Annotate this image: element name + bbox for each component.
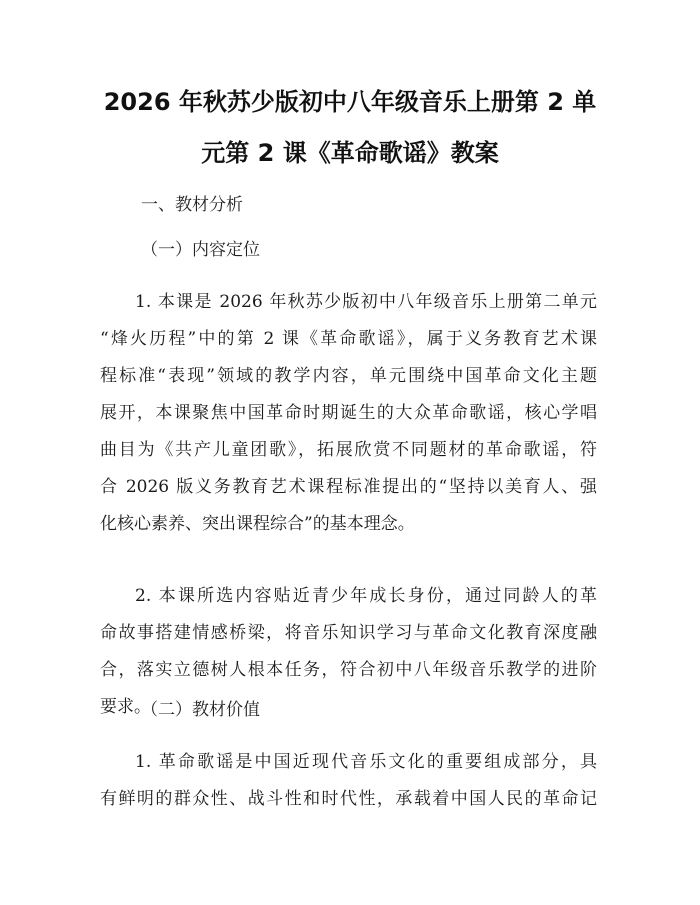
paragraph-line: 要求。 (100, 697, 151, 717)
paragraph-line: 合 2026 版义务教育艺术课程标准提出的“坚持以美育人、强 (100, 477, 597, 497)
paragraph-line: 2. 本课所选内容贴近青少年成长身份，通过同龄人的革 (135, 586, 597, 606)
paragraph-line: “烽火历程”中的第 2 课《革命歌谣》，属于义务教育艺术课 (100, 329, 597, 349)
document-title-line-1: 2026 年秋苏少版初中八年级音乐上册第 2 单 (103, 88, 597, 116)
paragraph-content-positioning-1 (100, 284, 597, 543)
paragraph-textbook-value-1 (100, 744, 597, 818)
paragraph-line: 有鲜明的群众性、战斗性和时代性，承载着中国人民的革命记 (100, 789, 597, 809)
section-heading-textbook-analysis: 一、教材分析 (141, 195, 243, 215)
paragraph-line: 化核心素养、突出课程综合”的基本理念。 (100, 514, 415, 534)
paragraph-line: 命故事搭建情感桥梁，将音乐知识学习与革命文化教育深度融 (100, 623, 597, 643)
paragraph-line: 1. 革命歌谣是中国近现代音乐文化的重要组成部分，具 (135, 752, 597, 772)
paragraph-line: 1. 本课是 2026 年秋苏少版初中八年级音乐上册第二单元 (135, 292, 597, 312)
document-title-line-2: 元第 2 课《革命歌谣》教案 (201, 139, 499, 167)
paragraph-line: 合，落实立德树人根本任务，符合初中八年级音乐教学的进阶 (100, 660, 597, 680)
subsection-heading-textbook-value: （二）教材价值 (141, 700, 260, 720)
paragraph-line: 程标准“表现”领域的教学内容，单元围绕中国革命文化主题 (100, 366, 597, 386)
subsection-heading-content-positioning: （一）内容定位 (141, 240, 260, 260)
paragraph-line: 展开，本课聚焦中国革命时期诞生的大众革命歌谣，核心学唱 (100, 403, 597, 423)
paragraph-line: 曲目为《共产儿童团歌》，拓展欣赏不同题材的革命歌谣，符 (100, 440, 597, 460)
